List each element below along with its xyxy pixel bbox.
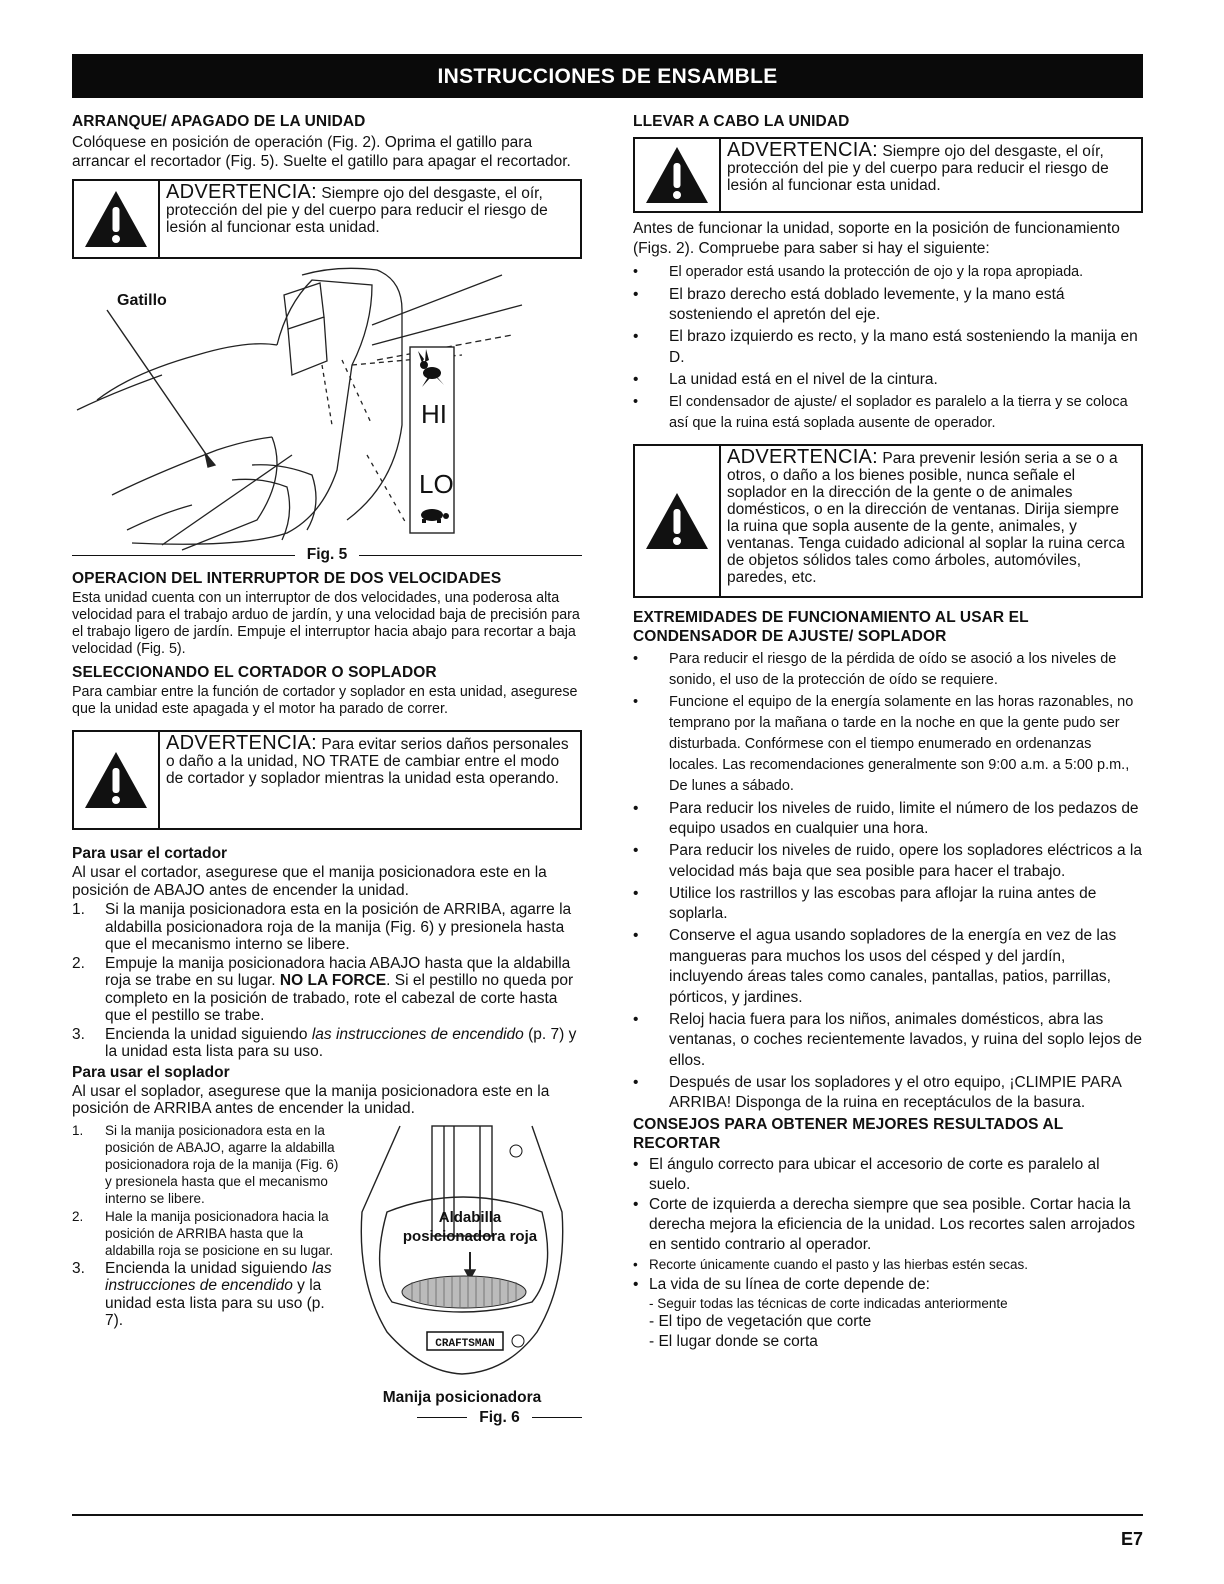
list-item: • Después de usar los sopladores y el otro equipo, ¡CLIMPIE PARA ARRIBA! Disponga de la ruina en receptáculos de la basura. [633, 1073, 1143, 1114]
warning-text: ADVERTENCIA: Para prevenir lesión seria a se o a otros, o daño a los bienes posible, nunca señale el soplador en la dirección de la gente o de animales domésticos, o en la dirección de ventanas. Dirija siempre la ruina que sopla ausente de la gente, animales, y ventanas. Tenga cuidado adicional al soplar la ruina cerca de objetos sólidos tales como árboles, automóviles, paredes, etc. [727, 445, 1125, 586]
list-item: 3. Encienda la unidad siguiendo las instrucciones de encendido (p. 7) y la unidad esta lista para su uso. [72, 1025, 577, 1060]
warning-triangle-icon [635, 446, 721, 596]
blower-steps-with-figure [72, 1122, 582, 1426]
list-item: • El operador está usando la protección de ojo y la ropa apropiada. [633, 262, 1143, 283]
carry-body: Antes de funcionar la unidad, soporte en la posición de funcionamiento (Figs. 2). Compruebe para saber si hay el siguiente: [633, 220, 1120, 257]
list-item: • Utilice los rastrillos y las escobas para aflojar la ruina antes de soplarla. [633, 884, 1143, 925]
warning-triangle-icon [635, 139, 721, 211]
hi-label: HI [421, 399, 447, 429]
tips-heading: CONSEJOS PARA OBTENER MEJORES RESULTADOS AL RECORTAR [633, 1116, 1064, 1152]
list-item: • Para reducir los niveles de ruido, opere los sopladores eléctricos a la velocidad más baja que sea posible para hacer el trabajo. [633, 841, 1143, 882]
list-item: 3. Encienda la unidad siguiendo las instrucciones de encendido y la unidad esta lista para su uso (p. 7). [72, 1259, 332, 1329]
craftsman-logo: CRAFTSMAN [435, 1337, 495, 1350]
warning-box-selecting [72, 730, 582, 830]
list-item: • El brazo izquierdo es recto, y la mano está sosteniendo la manija en D. [633, 327, 1143, 368]
fig5-caption: Fig. 5 [72, 546, 582, 564]
latch-label-1: Aldabilla [438, 1208, 502, 1226]
warning-label: ADVERTENCIA: [727, 139, 879, 161]
section-banner: INSTRUCCIONES DE ENSAMBLE [72, 54, 1143, 98]
warning-label: ADVERTENCIA: [166, 732, 318, 754]
list-item: • Para reducir el riesgo de la pérdida de oído se asoció a los niveles de sonido, el uso de la protección de oído se requiere. [633, 649, 1143, 691]
warning-box-start [72, 179, 582, 259]
handle-latch-illustration [342, 1122, 582, 1384]
list-item: • Conserve el agua usando sopladores de la energía en vez de las mangueras para muchos los usos del césped y del jardín, incluyendo áreas tales como canales, pantallas, patios, parrillas, pórticos, y jardines. [633, 926, 1143, 1008]
fig6-caption: Fig. 6 [147, 1409, 582, 1427]
list-item: • La vida de su línea de corte depende de: [633, 1275, 1143, 1295]
left-column [72, 112, 582, 1426]
extremities-heading: EXTREMIDADES DE FUNCIONAMIENTO AL USAR EL CONDENSADOR DE AJUSTE/ SOPLADOR [633, 608, 1029, 645]
list-item: • Recorte únicamente cuando el pasto y las hierbas estén secas. [633, 1255, 1143, 1275]
list-item: 1. Si la manija posicionadora esta en la posición de ARRIBA, agarre la aldabilla posicionadora roja de la manija (Fig. 6) y presionela hasta que el mecanismo interno se libere. [72, 901, 572, 953]
list-item: • El ángulo correcto para ubicar el accesorio de corte es paralelo al suelo. [633, 1155, 1143, 1195]
warning-box-direction [633, 444, 1143, 598]
right-column [633, 112, 1143, 1352]
warning-label: ADVERTENCIA: [727, 445, 879, 468]
carry-heading: LLEVAR A CABO LA UNIDAD [633, 113, 850, 130]
list-item: 1. Si la manija posicionadora esta en la posición de ABAJO, agarre la aldabilla posicionadora roja de la manija (Fig. 6) y presionela hasta que el mecanismo interno se libere. [72, 1122, 339, 1206]
cutter-steps [72, 901, 582, 1061]
selecting-heading: SELECCIONANDO EL CORTADOR O SOPLADOR [72, 664, 437, 681]
handle-label: Manija posicionadora [382, 1388, 542, 1406]
list-item: - El lugar donde se corta [649, 1333, 818, 1350]
warning-triangle-icon [74, 181, 160, 257]
list-item: 2. Hale la manija posicionadora hacia la posición de ARRIBA hasta que la aldabilla roja se posicione en su lugar. [72, 1208, 334, 1258]
latch-label-2: posicionadora roja [402, 1227, 538, 1245]
warning-label: ADVERTENCIA: [166, 181, 318, 203]
blower-intro: Al usar el soplador, asegurese que la manija posicionadora este en la posición de ARRIBA antes de encender la unidad. [72, 1082, 550, 1117]
figure-5 [72, 265, 582, 565]
blower-steps [72, 1122, 342, 1330]
lo-label: LO [419, 469, 454, 499]
list-item: • Corte de izquierda a derecha siempre que sea posible. Cortar hacia la derecha mejora la eficiencia de la unidad. Los recortes salen arrojados en sentido contrario al operador. [633, 1195, 1143, 1255]
list-item: 2. Empuje la manija posicionadora hacia ABAJO hasta que la aldabilla roja se trabe en su lugar. NO LA FORCE. Si el pestillo no queda por completo en la posición de trabado, rote el cabezal de corte hasta que el pestillo se trabe. [72, 954, 574, 1024]
start-stop-heading: ARRANQUE/ APAGADO DE LA UNIDAD [72, 113, 366, 130]
trimmer-trigger-illustration [72, 265, 582, 555]
list-item: • La unidad está en el nivel de la cintura. [633, 370, 1143, 391]
screw-icon [510, 1145, 522, 1157]
warning-text: ADVERTENCIA: Siempre ojo del desgaste, el oír, protección del pie y del cuerpo para reducir el riesgo de lesión al funcionar esta unidad. [727, 139, 1109, 194]
figure-6 [342, 1122, 582, 1426]
list-item: • Para reducir los niveles de ruido, limite el número de los pedazos de equipo usados en cualquier una hora. [633, 799, 1143, 840]
list-item: - El tipo de vegetación que corte [649, 1313, 872, 1330]
warning-text: ADVERTENCIA: Siempre ojo del desgaste, el oír, protección del pie y del cuerpo para reducir el riesgo de lesión al funcionar esta unidad. [166, 181, 548, 236]
footer-rule [72, 1514, 1143, 1516]
cutter-heading: Para usar el cortador [72, 845, 228, 862]
list-item: - Seguir todas las técnicas de corte indicadas anteriormente [649, 1296, 1008, 1311]
list-item: • El brazo derecho está doblado levemente, y la mano está sosteniendo el apretón del eje. [633, 285, 1143, 326]
blower-heading: Para usar el soplador [72, 1063, 230, 1081]
extremities-bullets [633, 649, 1143, 1114]
screw-icon [512, 1335, 524, 1347]
carry-bullets [633, 262, 1143, 434]
tips-bullets [633, 1155, 1143, 1295]
warning-text: ADVERTENCIA: Para evitar serios daños personales o daño a la unidad, NO TRATE de cambiar entre el modo de cortador y soplador mientras la unidad esta operando. [166, 732, 569, 787]
tips-sub-list [633, 1295, 1143, 1352]
list-item: • Funcione el equipo de la energía solamente en las horas razonables, no temprano por la mañana o tarde en la noche en que la gente pudo ser disturbada. Confórmese con el tiempo enumerado en ordenanzas locales. Las recomendaciones generalmente son 9:00 a.m. a 5:00 p.m., De lunes a sábado. [633, 692, 1143, 797]
start-stop-body: Colóquese en posición de operación (Fig. 2). Oprima el gatillo para arrancar el recortador (Fig. 5). Suelte el gatillo para apagar el recortador. [72, 134, 571, 170]
list-item: • El condensador de ajuste/ el soplador es paralelo a la tierra y se coloca así que la ruina está soplada ausente de operador. [633, 392, 1143, 434]
warning-triangle-icon [74, 732, 160, 828]
list-item: • Reloj hacia fuera para los niños, animales domésticos, abra las ventanas, o coches recientemente lavados, y ruina del soplo lejos de ellos. [633, 1010, 1143, 1072]
page-number: E7 [1120, 1529, 1143, 1549]
cutter-intro: Al usar el cortador, asegurese que el manija posicionadora este en la posición de ABAJO antes de encender la unidad. [72, 864, 547, 899]
two-speed-body: Esta unidad cuenta con un interruptor de dos velocidades, una poderosa alta velocidad para el trabajo arduo de jardín, y una velocidad baja de precisión para el trabajo ligero de jardín. Empuje el interruptor hacia abajo para recortar a baja velocidad (Fig. 5). [72, 590, 580, 657]
two-speed-heading: OPERACION DEL INTERRUPTOR DE DOS VELOCIDADES [72, 570, 502, 587]
trigger-callout: Gatillo [117, 292, 167, 309]
warning-box-carry [633, 137, 1143, 213]
selecting-body: Para cambiar entre la función de cortador y soplador en esta unidad, asegurese que la unidad este apagada y el motor ha parado de correr. [72, 684, 578, 717]
